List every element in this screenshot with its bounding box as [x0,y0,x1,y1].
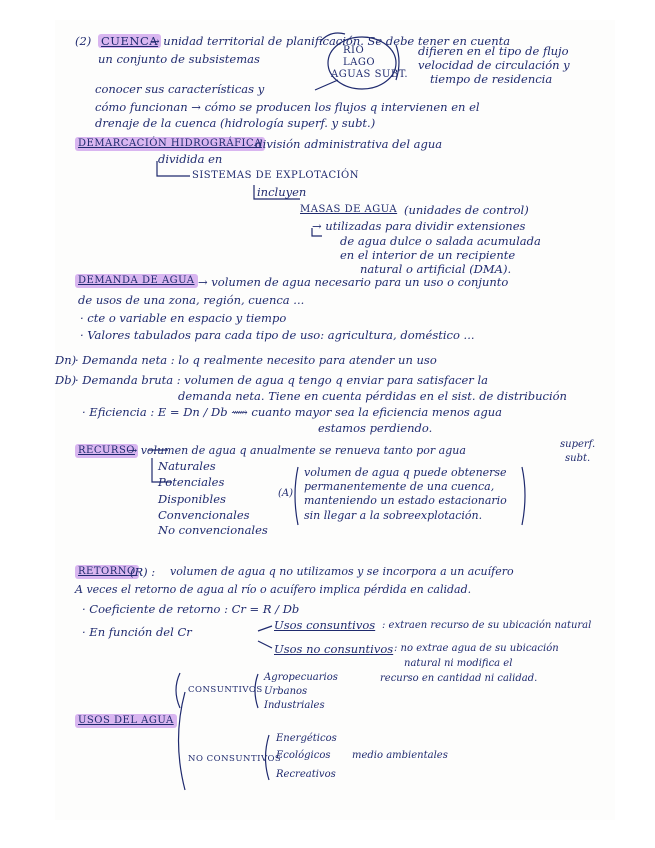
recurso-definition: → volumen de agua q anualmente se renueva tanto por agua [128,444,466,457]
retorno-tag: (R) : [130,565,156,579]
term-usos-agua: USOS DEL AGUA [75,714,177,728]
nc-item-ecologicos: Ecológicos [276,750,331,761]
recurso-type-no-convencionales: No convencionales [158,523,268,537]
demanda-bruta-2: demanda neta. Tiene en cuenta pérdidas en el sist. de distribución [178,389,567,403]
dividida-en: dividida en [158,152,223,166]
brace-line-3: tiempo de residencia [430,72,553,86]
subsystem-lago: LAGO [343,57,376,68]
demanda-bullet-2: · Valores tabulados para cada tipo de uso: agricultura, doméstico ... [80,328,475,342]
recurso-a-line-1: volumen de agua q puede obtenerse [304,466,507,479]
demanda-neta: · Demanda neta : lo q realmente necesito para atender un uso [75,353,437,367]
medio-ambientales: medio ambientales [352,750,448,761]
masas-line-2: de agua dulce o salada acumulada [340,234,541,248]
recurso-a-line-2: permanentemente de una cuenca, [304,480,495,493]
demanda-definition: → volumen de agua necesario para un uso o conjunto [198,275,509,289]
recurso-superf: superf. [560,439,596,450]
usos-consuntivos-def: : extraen recurso de su ubicación natural [382,620,592,631]
demanda-bullet-1: · cte o variable en espacio y tiempo [80,311,287,325]
masas-line-4: natural o artificial (DMA). [360,262,512,276]
cuenca-definition: → unidad territorial de planificación. Se debe tener en cuenta [150,34,511,48]
usos-consuntivos: Usos consuntivos [274,618,376,632]
term-cuenca: CUENCA [98,34,161,48]
arrow-usos-nc [258,641,272,648]
a-tag: (A) [278,488,294,499]
brace-line-2: velocidad de circulación y [418,58,570,72]
recurso-type-potenciales: Potenciales [158,475,225,489]
recurso-type-naturales: Naturales [158,459,216,473]
masas-de-agua: MASAS DE AGUA [300,204,398,215]
nc-item-recreativos: Recreativos [276,769,336,780]
c-item-agropecuarios: Agropecuarios [264,672,338,683]
demanda-def-2: de usos de una zona, región, cuenca ... [78,293,305,307]
term-demanda: DEMANDA DE AGUA [75,274,198,288]
cuenca-subsystems-text: un conjunto de subsistemas [98,52,260,66]
eficiencia: · Eficiencia : E = Dn / Db ⟿ cuanto mayor sea la eficiencia menos agua [82,405,502,419]
cuenca-line-4: drenaje de la cuenca (hidrología superf. y subt.) [95,116,376,130]
eficiencia-2: estamos perdiendo. [318,421,433,435]
sistemas-explotacion: SISTEMAS DE EXPLOTACIÓN [192,170,359,181]
term-demarcacion: DEMARCACIÓN HIDROGRÁFICA [75,137,265,151]
funcion-cr: · En función del Cr [82,625,192,639]
brace-a-left [295,467,298,525]
usos-no-consuntivos-def-3: recurso en cantidad ni calidad. [380,673,538,684]
subsystem-rio: RÍO [343,45,365,56]
usos-no-consuntivos-def: : no extrae agua de su ubicación [394,643,559,654]
c-item-urbanos: Urbanos [264,686,308,697]
usos-no-consuntivos: Usos no consuntivos [274,642,394,656]
cuenca-line-3: cómo funcionan → cómo se producen los flujos q intervienen en el [95,100,480,114]
no-consuntivos-label: NO CONSUNTIVOS [188,754,282,764]
section-number: (2) [75,34,92,48]
demarcacion-definition: . división administrativa del agua [248,137,443,151]
recurso-a-line-3: manteniendo un estado estacionario [304,494,507,507]
recurso-type-convencionales: Convencionales [158,508,250,522]
dn-tag: Dn) [55,353,77,367]
brace-a-right [522,467,525,525]
brace-consuntivos [176,673,180,708]
nc-item-energeticos: Energéticos [276,733,337,744]
masas-line-3: en el interior de un recipiente [340,248,516,262]
brace-line-1: difieren en el tipo de flujo [418,44,569,58]
incluyen: incluyen [257,185,307,199]
recurso-type-disponibles: Disponibles [158,492,226,506]
term-recurso: RECURSO [75,444,138,458]
c-item-industriales: Industriales [264,700,325,711]
masas-def: (unidades de control) [404,203,529,217]
retorno-def-2: A veces el retorno de agua al río o acuífero implica pérdida en calidad. [75,583,472,596]
term-retorno: RETORNO [75,565,139,579]
subsystem-aguas-subt: AGUAS SUBT. [331,69,409,80]
retorno-definition: volumen de agua q no utilizamos y se incorpora a un acuífero [170,565,514,578]
usos-no-consuntivos-def-2: natural ni modifica el [404,658,513,669]
arrow-usos-c [258,626,272,631]
cuenca-line-2: conocer sus características y [95,82,265,96]
consuntivos-label: CONSUNTIVOS [188,685,263,695]
recurso-subt: subt. [565,453,591,464]
db-tag: Db) [55,373,77,387]
recurso-a-line-4: sin llegar a la sobreexplotación. [304,509,483,522]
coeficiente-retorno: · Coeficiente de retorno : Cr = R / Db [82,602,300,616]
demanda-bruta: · Demanda bruta : volumen de agua q tengo q enviar para satisfacer la [75,373,488,387]
masas-line-1: → utilizadas para dividir extensiones [312,219,526,233]
